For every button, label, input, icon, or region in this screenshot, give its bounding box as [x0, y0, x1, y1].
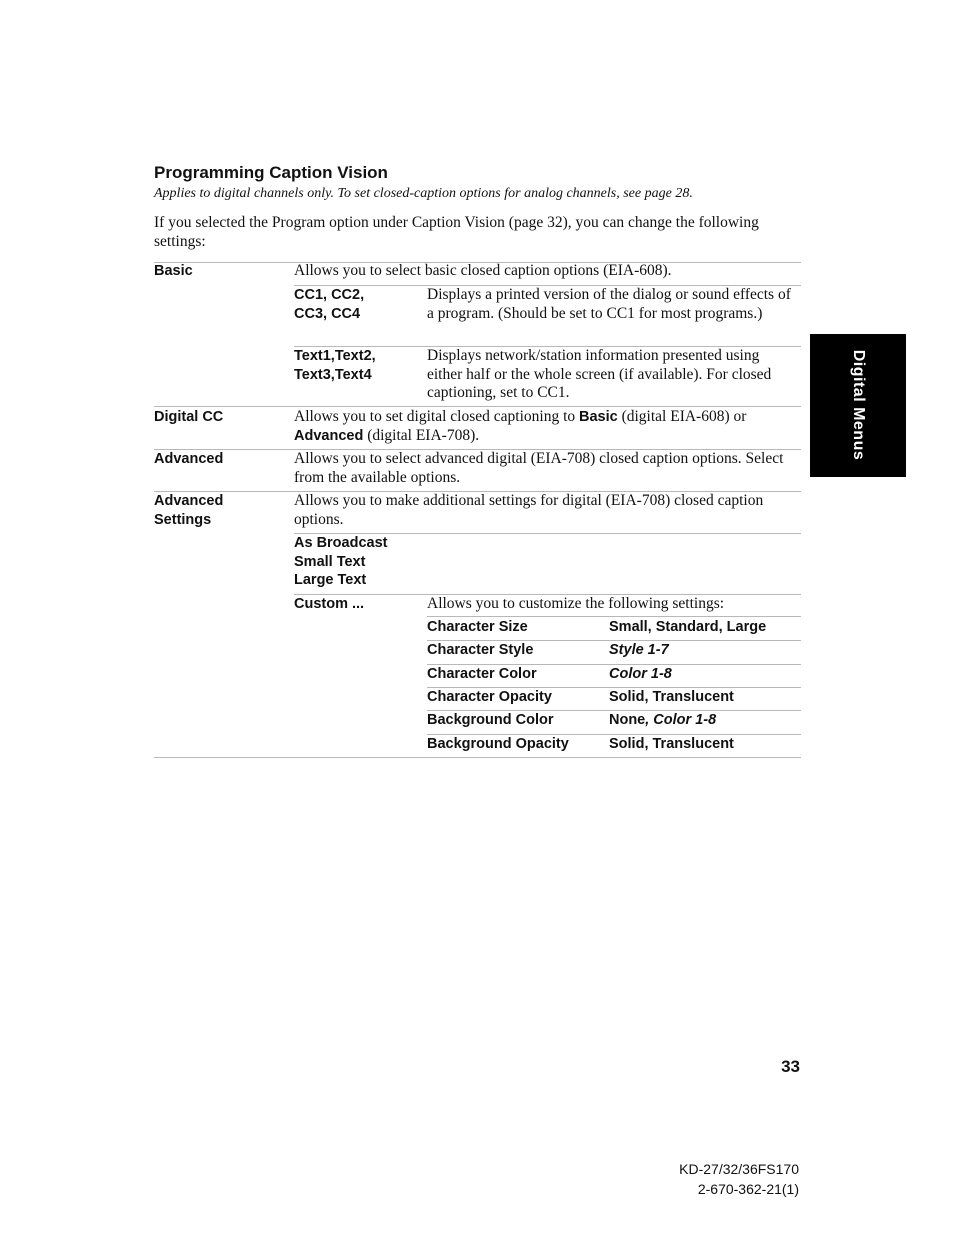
option-small-text: Small Text	[294, 553, 366, 570]
advanced-settings-label-line-1: Advanced	[154, 493, 224, 509]
preset-options	[294, 534, 387, 590]
text-options-label	[294, 347, 376, 384]
page-number: 33	[781, 1057, 800, 1076]
footer-code: 2-670-362-21(1)	[697, 1181, 799, 1197]
cc-options-label	[294, 286, 364, 323]
option-large-text: Large Text	[294, 572, 367, 588]
rule	[154, 406, 801, 407]
footer-model: KD-27/32/36FS170	[679, 1161, 799, 1177]
advanced-description: Allows you to select advanced digital (EIA-708) closed caption options. Select from the available options.	[294, 450, 784, 486]
digital-cc-advanced-term: Advanced	[294, 427, 364, 444]
text-label-line-2: Text3,Text4	[294, 366, 372, 383]
option-as-broadcast: As Broadcast	[294, 535, 388, 551]
advanced-label: Advanced	[154, 451, 224, 467]
text-description: Displays network/station information presented using either half or the whole screen (if available). For closed captioning, set to CC1.	[427, 347, 772, 401]
setting-name: Character Style	[427, 642, 534, 658]
cc-description: Displays a printed version of the dialog or sound effects of a program. (Should be set to CC1 for most programs.)	[427, 286, 791, 322]
advanced-settings-label	[154, 492, 223, 529]
setting-value-plain: None	[609, 712, 646, 728]
setting-value: Color 1-8	[609, 666, 672, 682]
digital-cc-basic-term: Basic	[579, 409, 618, 425]
section-heading: Programming Caption Vision	[154, 163, 388, 182]
digital-cc-desc-part: (digital EIA-608) or	[617, 408, 747, 425]
digital-cc-desc-part: (digital EIA-708).	[363, 426, 480, 444]
digital-menus-tab	[810, 334, 906, 477]
custom-description: Allows you to customize the following settings:	[427, 595, 725, 612]
setting-value: Style 1-7	[609, 642, 669, 658]
setting-name: Character Color	[427, 666, 537, 682]
rule	[427, 616, 801, 617]
setting-value-italic: , Color 1-8	[645, 712, 717, 728]
setting-name: Character Size	[427, 619, 528, 635]
text-label-line-1: Text1,Text2,	[294, 348, 376, 364]
basic-description: Allows you to select basic closed caption options (EIA-608).	[294, 262, 672, 279]
advanced-settings-label-line-2: Settings	[154, 511, 212, 528]
basic-label: Basic	[154, 263, 193, 279]
side-tab-label: Digital Menus	[850, 349, 867, 461]
cc-label-line-1: CC1, CC2,	[294, 287, 365, 303]
setting-name: Background Opacity	[427, 736, 569, 752]
section-subtitle: Applies to digital channels only. To set closed-caption options for analog channels, see page 28.	[154, 186, 693, 201]
custom-label: Custom ...	[294, 596, 365, 612]
setting-name: Background Color	[427, 712, 554, 728]
advanced-settings-description: Allows you to make additional settings for digital (EIA-708) closed caption options.	[294, 492, 764, 528]
setting-value: Small, Standard, Large	[609, 619, 767, 635]
digital-cc-description	[294, 408, 799, 445]
rule	[154, 757, 801, 758]
setting-name: Character Opacity	[427, 689, 552, 705]
setting-value: Solid, Translucent	[609, 736, 734, 752]
digital-cc-label: Digital CC	[154, 409, 224, 425]
setting-value	[609, 711, 716, 730]
digital-cc-desc-part: Allows you to set digital closed captioning to	[294, 408, 579, 425]
intro-paragraph: If you selected the Program option under Caption Vision (page 32), you can change the following settings:	[154, 214, 759, 250]
setting-value: Solid, Translucent	[609, 689, 734, 705]
cc-label-line-2: CC3, CC4	[294, 305, 361, 322]
